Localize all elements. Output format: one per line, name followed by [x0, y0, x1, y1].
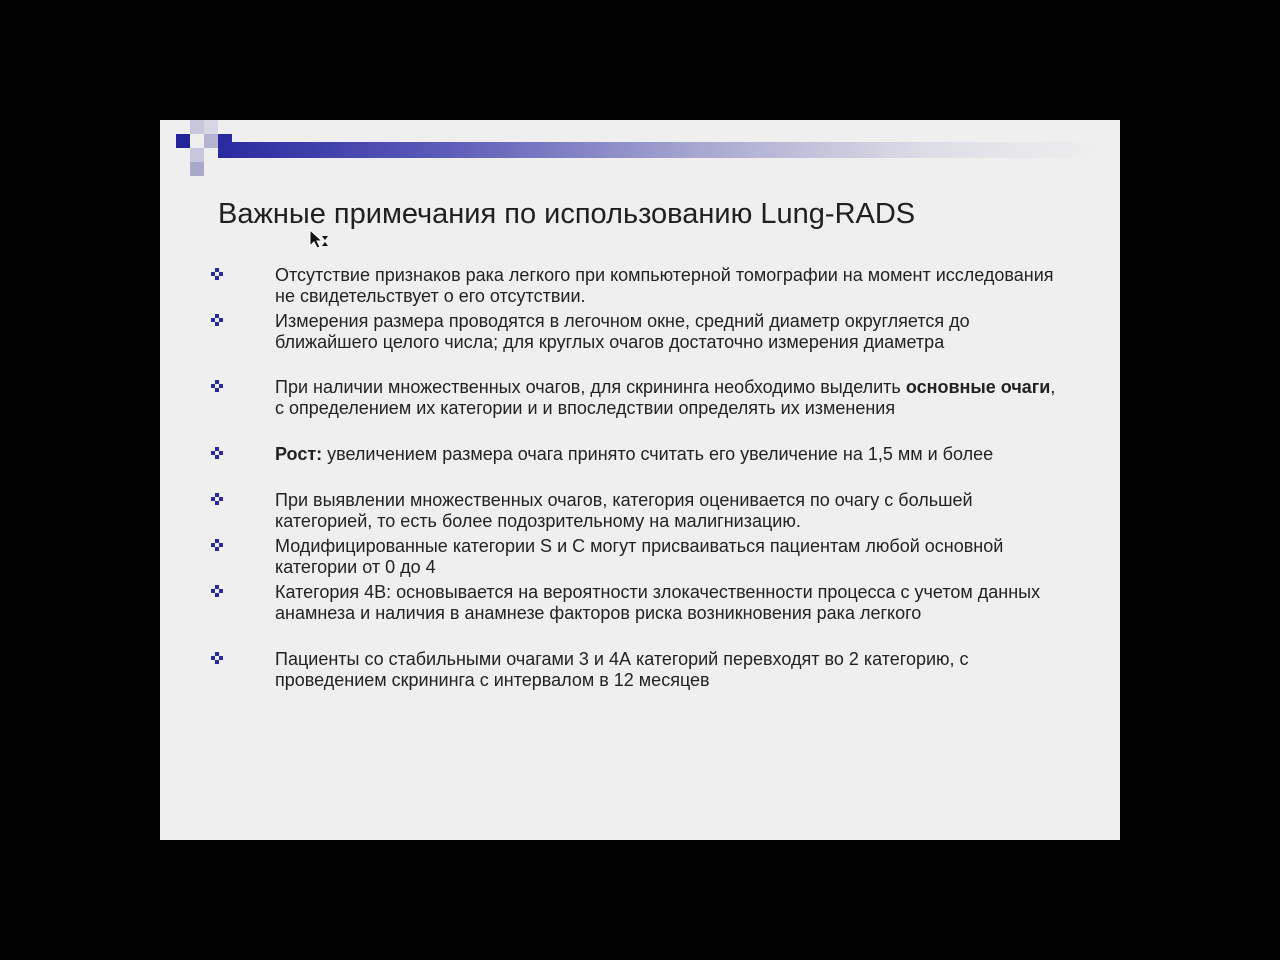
- bullet-text: Модифицированные категории S и C могут присваиваться пациентам любой основной категории от 0 до 4: [275, 536, 1004, 577]
- presentation-slide: [160, 120, 1120, 840]
- bullet-text: Отсутствие признаков рака легкого при компьютерной томографии на момент исследования не свидетельствует о его отсутствии.: [275, 265, 1054, 306]
- bullet-list: [160, 120, 1120, 840]
- bullet-text: При наличии множественных очагов, для скрининга необходимо выделить основные очаги, с определением их категории и и впоследствии определять их изменения: [275, 377, 1056, 418]
- diamond-dots-icon: [210, 379, 224, 393]
- slide-title: Важные примечания по использованию Lung-RADS: [218, 198, 916, 230]
- diamond-dots-icon: [210, 313, 224, 327]
- diamond-dots-icon: [210, 492, 224, 506]
- bullet-text: Измерения размера проводятся в легочном окне, средний диаметр округляется до ближайшего целого числа; для круглых очагов достаточно измерения диаметра: [275, 311, 970, 352]
- diamond-dots-icon: [210, 538, 224, 552]
- bullet-text: При выявлении множественных очагов, категория оценивается по очагу с большей категорией, то есть более подозрительному на малигнизацию.: [275, 490, 973, 531]
- diamond-dots-icon: [210, 267, 224, 281]
- bullet-text: Рост: увеличением размера очага принято считать его увеличение на 1,5 мм и более: [275, 444, 994, 464]
- diamond-dots-icon: [210, 446, 224, 460]
- bullet-text: Категория 4B: основывается на вероятности злокачественности процесса с учетом данных анамнеза и наличия в анамнезе факторов риска возникновения рака легкого: [275, 582, 1041, 623]
- bullet-text: Пациенты со стабильными очагами 3 и 4А категорий перевходят во 2 категорию, с проведением скрининга с интервалом в 12 месяцев: [275, 649, 969, 690]
- diamond-dots-icon: [210, 651, 224, 665]
- diamond-dots-icon: [210, 584, 224, 598]
